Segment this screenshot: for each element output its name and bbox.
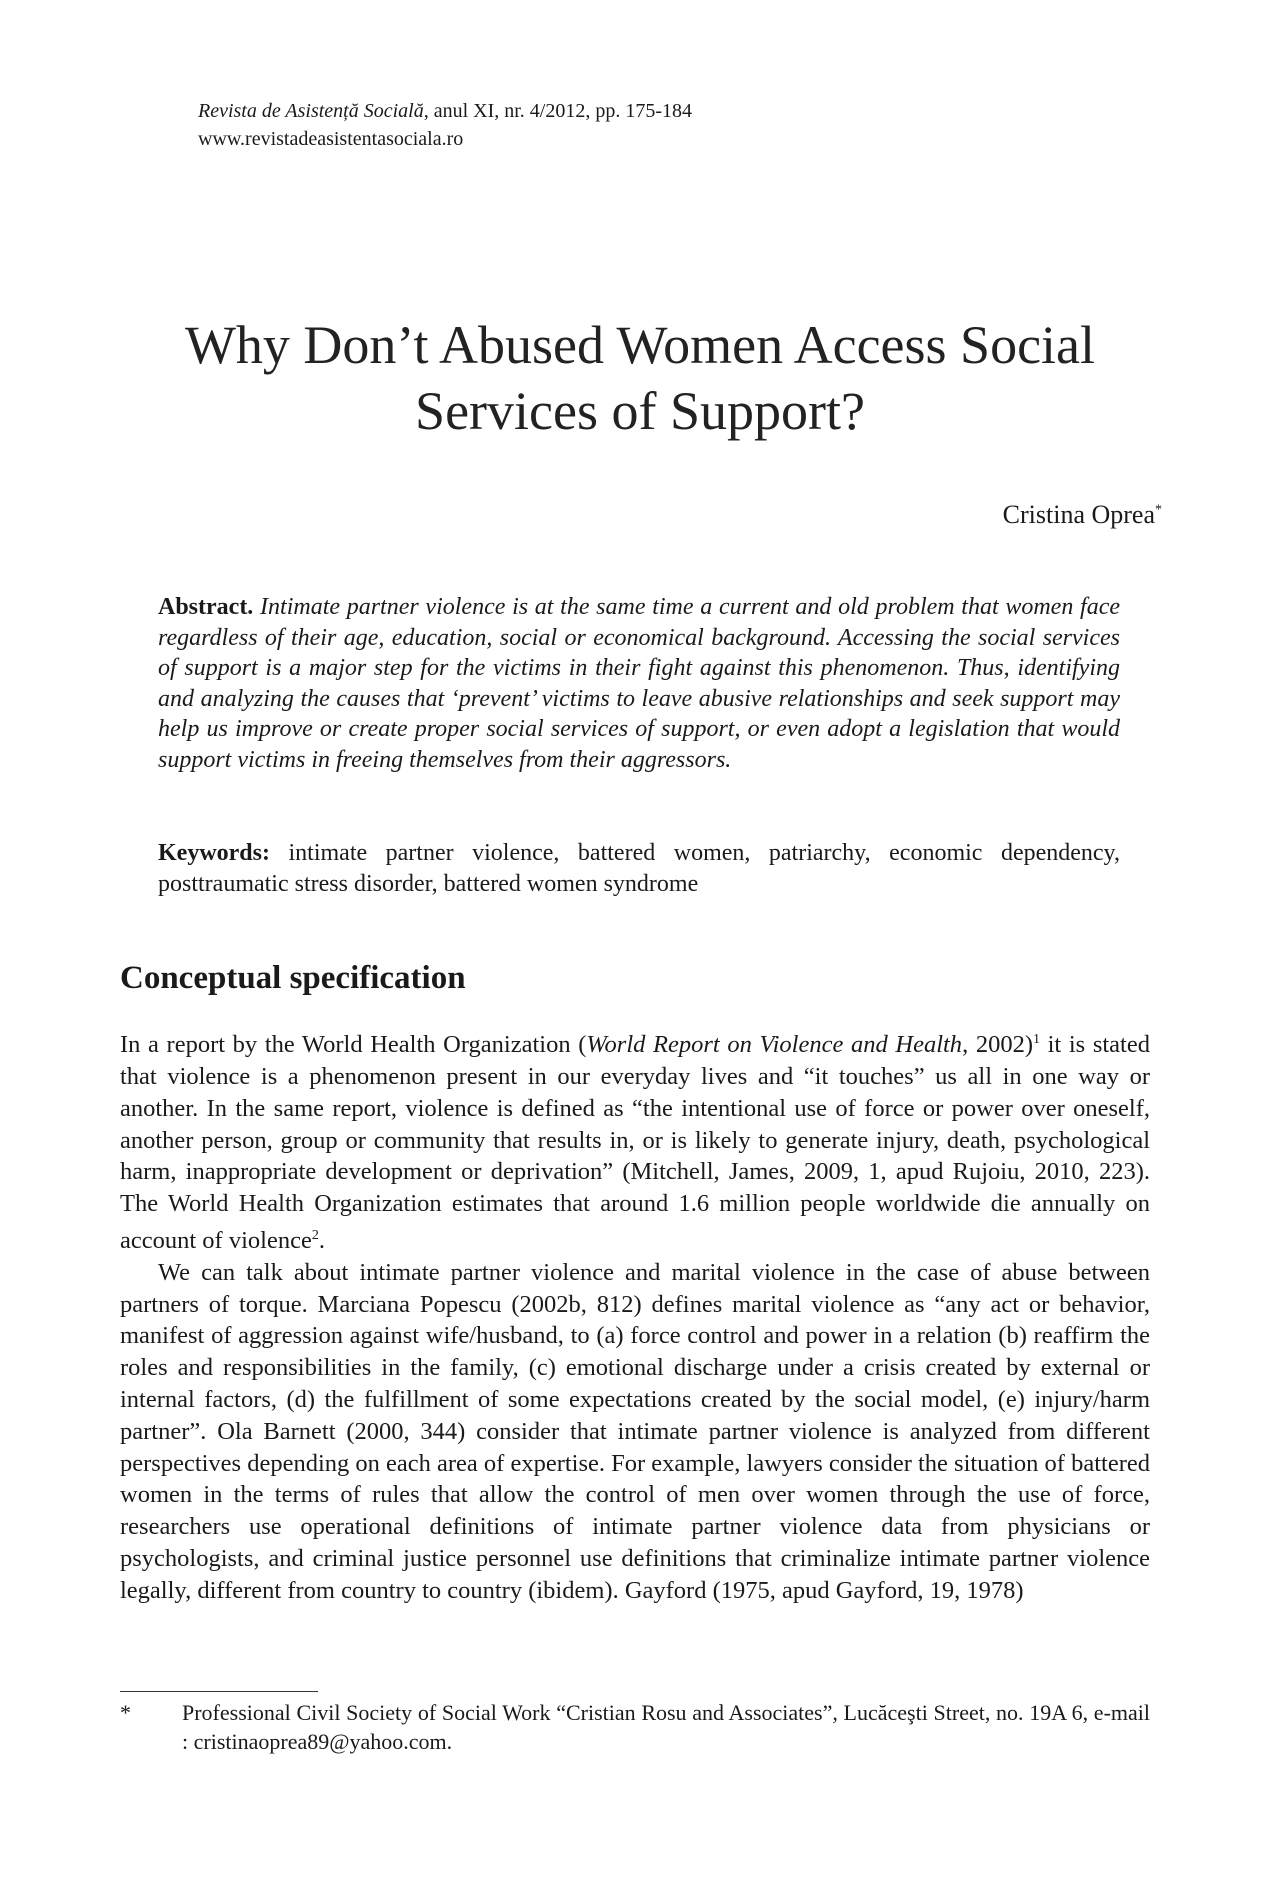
p1-text-b: , 2002) <box>962 1031 1033 1059</box>
title-line-1: Why Don’t Abused Women Access Social <box>184 315 1096 375</box>
article-title <box>110 312 1170 444</box>
abstract <box>158 592 1120 775</box>
abstract-text: Intimate partner violence is at the same time a current and old problem that women face regardless of their age, education, social or economical background. Accessing the social services of support is a major step for the victims in their fight against this phenomenon. Thus, identifying and analyzing the causes that ‘prevent’ victims to leave abusive relationships and seek support may help us improve or create proper social services of support, or even adopt a legislation that would support victims in freeing themselves from their aggressors. <box>158 594 1121 773</box>
journal-website: www.revistadeasistentasociala.ro <box>198 128 464 150</box>
footnote-mark: * <box>120 1700 131 1725</box>
footnote-divider <box>120 1691 318 1692</box>
title-line-2: Services of Support? <box>415 381 865 441</box>
author-name: Cristina Oprea <box>1002 500 1155 529</box>
journal-issue: , anul XI, nr. 4/2012, pp. 175-184 <box>423 100 693 122</box>
footnote-ref-1: 1 <box>1032 1032 1040 1047</box>
p1-report-title: World Report on Violence and Health <box>586 1031 963 1059</box>
p1-text-a: In a report by the World Health Organization ( <box>120 1031 587 1059</box>
p1-text-c: it is stated that violence is a phenomenon present in our everyday lives and “it touches” us all in one way or another. In the same report, violence is defined as “the intentional use of force or power over oneself, another person, group or community that results in, or is likely to generate injury, death, psychological harm, inappropriate development or deprivation” (Mitchell, James, 2009, 1, apud Rujoiu, 2010, 223). The World Health Organization estimates that around 1.6 million people worldwide die annually on account of violence <box>120 1031 1150 1255</box>
author-footnote-mark: * <box>1155 502 1162 518</box>
keywords <box>158 838 1120 899</box>
journal-name: Revista de Asistență Socială <box>198 100 424 122</box>
footnote-text: Professional Civil Society of Social Work “Cristian Rosu and Associates”, Lucăceşti Street, no. 19A 6, e-mail : cristinaoprea89@yahoo.com. <box>182 1700 1150 1754</box>
author-footnote <box>120 1698 1150 1756</box>
keywords-label: Keywords: <box>158 840 270 866</box>
paragraph-2: We can talk about intimate partner violence and marital violence in the case of abuse between partners of torque. Marciana Popescu (2002b, 812) defines marital violence as “any act or behavior, manifest of aggression against wife/husband, to (a) force control and power in a relation (b) reaffirm the roles and responsibilities in the family, (c) emotional discharge under a crisis created by external or internal factors, (d) the fulfillment of some expectations created by the social model, (e) injury/harm partner”. Ola Barnett (2000, 344) consider that intimate partner violence is analyzed from different perspectives depending on each area of expertise. For example, lawyers consider the situation of battered women in the terms of rules that allow the control of men over women through the use of force, researchers use operational definitions of intimate partner violence data from physicians or psychologists, and criminal justice personnel use definitions that criminalize intimate partner violence legally, different from country to country (ibidem). Gayford (1975, apud Gayford, 19, 1978) <box>120 1258 1150 1604</box>
journal-header <box>198 97 692 153</box>
keywords-text: intimate partner violence, battered women, patriarchy, economic dependency, posttraumatic stress disorder, battered women syndrome <box>158 840 1120 897</box>
abstract-label: Abstract. <box>158 594 254 620</box>
paragraph-1 <box>120 1024 1150 1257</box>
body-text <box>120 1024 1150 1607</box>
section-heading: Conceptual specification <box>120 960 466 996</box>
journal-citation <box>198 97 692 125</box>
p1-text-d: . <box>318 1227 325 1255</box>
footnote-ref-2: 2 <box>311 1227 319 1243</box>
author-line <box>1003 500 1162 530</box>
